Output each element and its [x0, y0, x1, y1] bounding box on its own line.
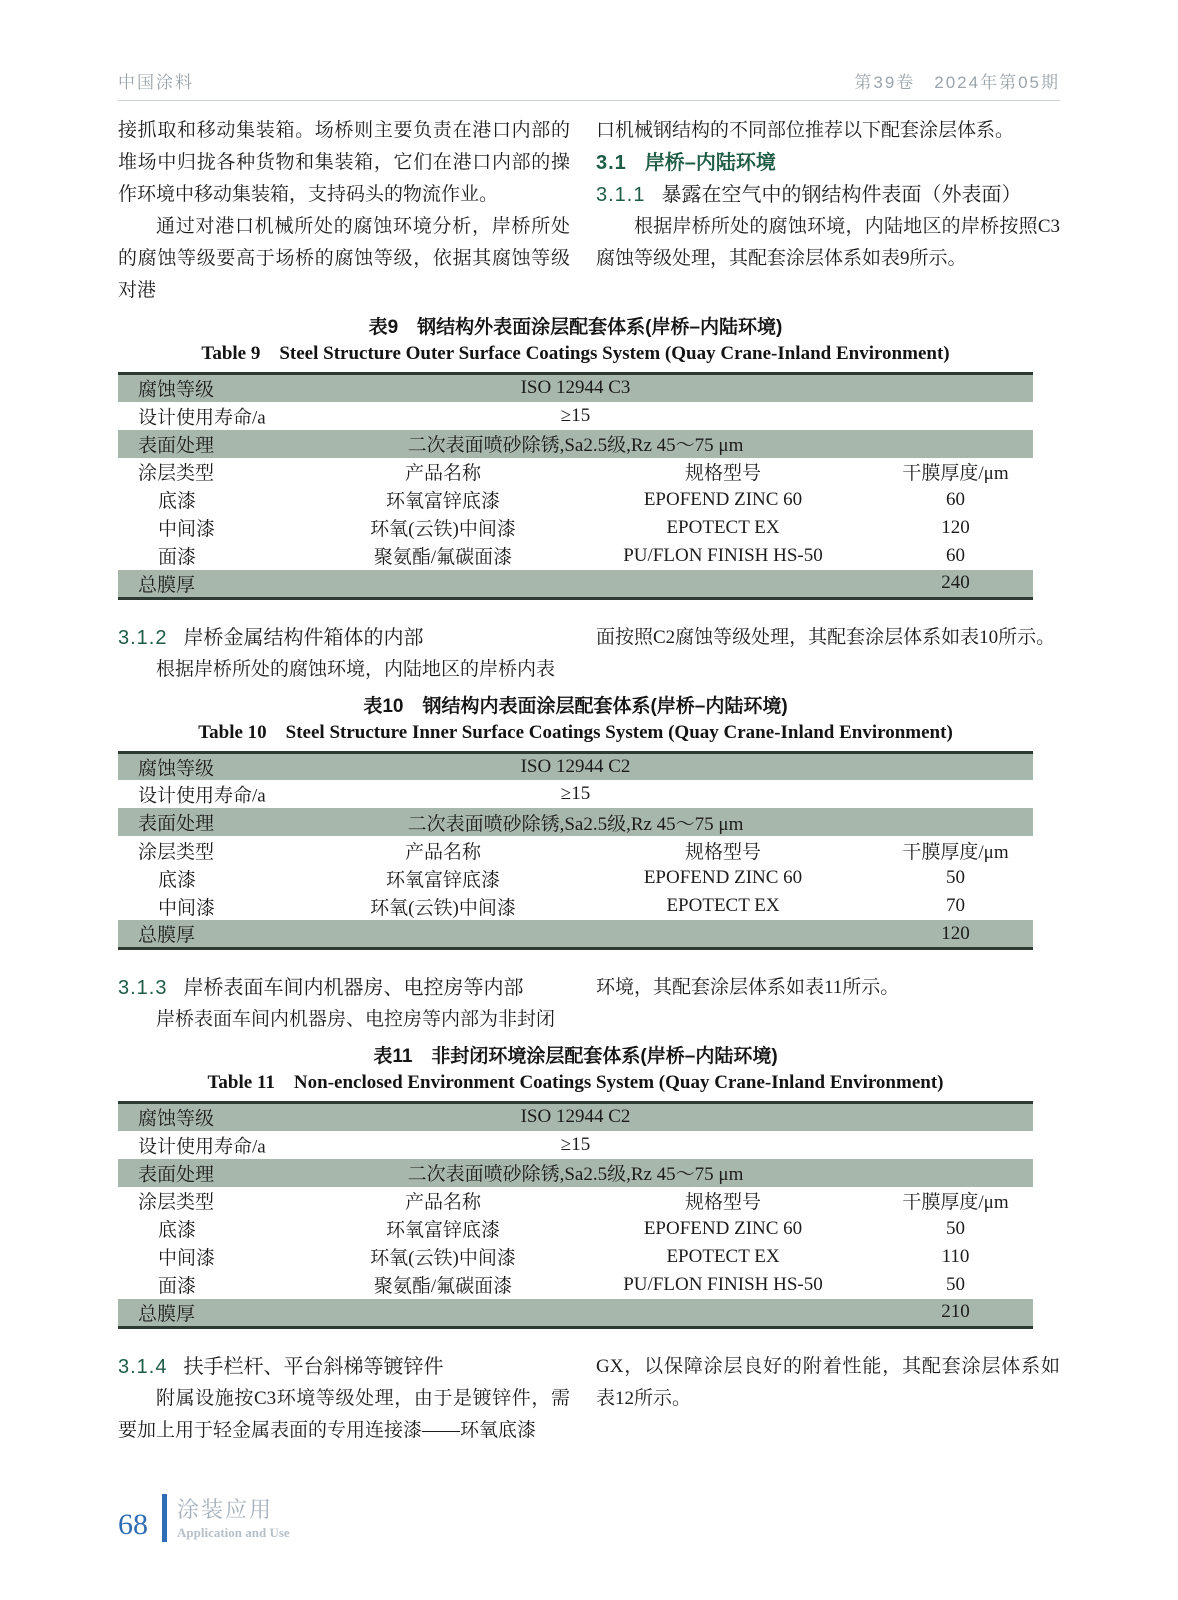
col-header-spec-model: 规格型号	[684, 1192, 761, 1213]
table-row	[118, 1215, 1033, 1243]
layer-type-cell: 面漆	[158, 547, 197, 568]
product-name-cell: 环氧富锌底漆	[385, 491, 500, 512]
section-right-column	[596, 622, 1060, 686]
table-row	[118, 1159, 1033, 1187]
table-total-row	[118, 570, 1033, 599]
layer-type-cell: 面漆	[158, 1276, 197, 1297]
design-life-value: ≥15	[560, 404, 591, 426]
table-row	[118, 1243, 1033, 1271]
product-name-cell: 环氧(云铁)中间漆	[370, 519, 516, 540]
product-name-cell: 聚氨酯/氟碳面漆	[373, 547, 513, 568]
col-header-dft: 干膜厚度/μm	[902, 1192, 1009, 1213]
paragraph: GX，以保障涂层良好的附着性能，其配套涂层体系如表12所示。	[596, 1355, 1060, 1409]
spec-model-cell: EPOTECT EX	[666, 516, 780, 538]
dft-cell: 50	[946, 1217, 965, 1239]
page-footer	[118, 1494, 290, 1542]
table11	[118, 1101, 1033, 1329]
total-thickness-value: 120	[878, 920, 1033, 949]
product-name-cell: 环氧富锌底漆	[385, 869, 500, 891]
paragraph: 通过对港口机械所处的腐蚀环境分析，岸桥所处的腐蚀等级要高于场桥的腐蚀等级，依据其腐蚀等级对港	[118, 216, 570, 301]
table-row	[118, 1271, 1033, 1299]
corrosion-grade-label: 腐蚀等级	[138, 1108, 215, 1130]
section-3-1-2	[118, 622, 1060, 686]
total-thickness-label: 总膜厚	[118, 570, 318, 599]
col-header-layer-type: 涂层类型	[138, 1192, 215, 1213]
product-name-cell: 环氧(云铁)中间漆	[370, 1248, 516, 1269]
corrosion-grade-value: ISO 12944 C3	[520, 377, 631, 399]
dft-cell: 60	[946, 488, 965, 510]
surface-prep-label: 表面处理	[138, 1164, 215, 1185]
design-life-label: 设计使用寿命/a	[138, 785, 266, 807]
layer-type-cell: 底漆	[158, 491, 197, 512]
section-title: 岸桥金属结构件箱体的内部	[183, 626, 424, 649]
table-row	[118, 402, 1033, 430]
total-thickness-value: 240	[878, 570, 1033, 599]
table-header-row	[118, 836, 1033, 864]
section-left-column	[118, 972, 570, 1036]
section-number: 3.1.1	[596, 184, 646, 206]
paragraph: 附属设施按C3环境等级处理，由于是镀锌件，需要加上用于轻金属表面的专用连接漆——环氧底漆	[118, 1387, 570, 1441]
section-title: 岸桥–内陆环境	[644, 152, 776, 174]
spec-model-cell: EPOTECT EX	[666, 895, 780, 916]
total-thickness-label: 总膜厚	[118, 1299, 318, 1328]
section-right-column	[596, 1351, 1060, 1447]
section-number: 3.1	[596, 152, 627, 174]
design-life-label: 设计使用寿命/a	[138, 407, 266, 428]
section-title: 暴露在空气中的钢结构件表面（外表面）	[661, 184, 1022, 206]
spec-model-cell: EPOFEND ZINC 60	[643, 1217, 803, 1239]
table-total-row	[118, 920, 1033, 949]
total-thickness-value: 210	[878, 1299, 1033, 1328]
section-heading-3-1-2	[118, 622, 570, 654]
section-3-1-3	[118, 972, 1060, 1036]
table-row	[118, 374, 1033, 402]
dft-cell: 70	[946, 895, 965, 916]
col-header-spec-model: 规格型号	[684, 841, 761, 863]
col-header-dft: 干膜厚度/μm	[902, 463, 1009, 484]
section-left-column	[118, 622, 570, 686]
surface-prep-value: 二次表面喷砂除锈,Sa2.5级,Rz 45～75 μm	[407, 813, 744, 835]
spec-model-cell: EPOFEND ZINC 60	[643, 488, 803, 510]
spec-model-cell: EPOFEND ZINC 60	[643, 867, 803, 888]
table-total-row	[118, 1299, 1033, 1328]
table9-caption-en: Table 9 Steel Structure Outer Surface Coatings System (Quay Crane-Inland Environment)	[201, 343, 950, 364]
layer-type-cell: 中间漆	[158, 1248, 216, 1269]
corrosion-grade-label: 腐蚀等级	[138, 758, 215, 780]
layer-type-cell: 底漆	[158, 1220, 197, 1241]
section-heading-3-1-3	[118, 972, 570, 1004]
table-row	[118, 864, 1033, 892]
footer-divider-bar	[162, 1494, 167, 1542]
intro-left-column	[118, 115, 570, 307]
table-row	[118, 1103, 1033, 1131]
section-heading-3-1-4	[118, 1351, 570, 1383]
table9-caption-zh: 表9 钢结构外表面涂层配套体系(岸桥–内陆环境)	[368, 317, 783, 338]
section-right-column	[596, 972, 1060, 1036]
table-row	[118, 808, 1033, 836]
corrosion-grade-value: ISO 12944 C2	[520, 1106, 631, 1128]
surface-prep-value: 二次表面喷砂除锈,Sa2.5级,Rz 45～75 μm	[407, 1164, 744, 1185]
table-row	[118, 780, 1033, 808]
intro-columns	[118, 115, 1060, 307]
dft-cell: 50	[946, 867, 965, 888]
section-heading-3-1-1	[596, 179, 1060, 211]
section-heading-3-1	[596, 147, 1060, 179]
layer-type-cell: 中间漆	[158, 897, 216, 919]
page-number: 68	[118, 1508, 148, 1541]
intro-right-column	[596, 115, 1060, 307]
spec-model-cell: PU/FLON FINISH HS-50	[623, 544, 823, 566]
paragraph: 环境，其配套涂层体系如表11所示。	[596, 977, 900, 998]
col-header-spec-model: 规格型号	[684, 463, 761, 484]
section-number: 3.1.4	[118, 1355, 168, 1378]
col-header-product-name: 产品名称	[404, 841, 481, 863]
col-header-product-name: 产品名称	[404, 1192, 481, 1213]
paragraph: 接抓取和移动集装箱。场桥则主要负责在港口内部的堆场中归拢各种货物和集装箱，它们在港口内部的操作环境中移动集装箱，支持码头的物流作业。	[118, 120, 570, 205]
paragraph: 面按照C2腐蚀等级处理，其配套涂层体系如表10所示。	[596, 626, 1056, 648]
table9-block	[118, 315, 1033, 600]
footer-column-names	[177, 1496, 290, 1541]
design-life-value: ≥15	[560, 783, 591, 804]
spec-model-cell: PU/FLON FINISH HS-50	[623, 1273, 823, 1295]
paragraph: 根据岸桥所处的腐蚀环境，内陆地区的岸桥内表	[156, 658, 556, 680]
col-header-dft: 干膜厚度/μm	[902, 841, 1009, 863]
corrosion-grade-value: ISO 12944 C2	[520, 755, 631, 777]
total-thickness-label: 总膜厚	[118, 920, 318, 949]
design-life-value: ≥15	[560, 1133, 591, 1155]
table-row	[118, 542, 1033, 570]
column-name-en: Application and Use	[177, 1524, 290, 1540]
section-title: 扶手栏杆、平台斜梯等镀锌件	[183, 1355, 444, 1378]
table10-caption-en: Table 10 Steel Structure Inner Surface Coatings System (Quay Crane-Inland Environment)	[198, 721, 953, 743]
product-name-cell: 聚氨酯/氟碳面漆	[373, 1276, 513, 1297]
table-row	[118, 514, 1033, 542]
surface-prep-value: 二次表面喷砂除锈,Sa2.5级,Rz 45～75 μm	[407, 435, 744, 456]
section-title: 岸桥表面车间内机器房、电控房等内部	[183, 977, 524, 999]
table-header-row	[118, 458, 1033, 486]
product-name-cell: 环氧(云铁)中间漆	[370, 897, 516, 919]
journal-name: 中国涂料	[118, 73, 194, 92]
surface-prep-label: 表面处理	[138, 813, 215, 835]
col-header-product-name: 产品名称	[404, 463, 481, 484]
section-number: 3.1.3	[118, 977, 168, 999]
layer-type-cell: 中间漆	[158, 519, 216, 540]
col-header-layer-type: 涂层类型	[138, 463, 215, 484]
col-header-layer-type: 涂层类型	[138, 841, 215, 863]
table11-caption-zh: 表11 非封闭环境涂层配套体系(岸桥–内陆环境)	[373, 1046, 778, 1067]
table-row	[118, 486, 1033, 514]
table-row	[118, 430, 1033, 458]
table9	[118, 372, 1033, 600]
section-left-column	[118, 1351, 570, 1447]
table10	[118, 751, 1033, 951]
table-row	[118, 892, 1033, 920]
table10-block	[118, 694, 1033, 951]
issue-info: 第39卷 2024年第05期	[854, 73, 1060, 92]
table11-block	[118, 1044, 1033, 1329]
product-name-cell: 环氧富锌底漆	[385, 1220, 500, 1241]
table-row	[118, 1131, 1033, 1159]
design-life-label: 设计使用寿命/a	[138, 1136, 266, 1157]
paragraph: 岸桥表面车间内机器房、电控房等内部为非封闭	[156, 1009, 556, 1030]
dft-cell: 60	[946, 544, 965, 566]
table10-caption-zh: 表10 钢结构内表面涂层配套体系(岸桥–内陆环境)	[363, 695, 788, 717]
corrosion-grade-label: 腐蚀等级	[138, 379, 215, 401]
dft-cell: 110	[941, 1245, 970, 1267]
section-number: 3.1.2	[118, 626, 168, 649]
paragraph: 根据岸桥所处的腐蚀环境，内陆地区的岸桥按照C3腐蚀等级处理，其配套涂层体系如表9所示。	[596, 216, 1060, 269]
surface-prep-label: 表面处理	[138, 435, 215, 456]
table-header-row	[118, 1187, 1033, 1215]
column-name-zh: 涂装应用	[177, 1496, 274, 1522]
layer-type-cell: 底漆	[158, 869, 197, 891]
spec-model-cell: EPOTECT EX	[666, 1245, 780, 1267]
running-head	[118, 68, 1060, 101]
dft-cell: 120	[941, 516, 970, 538]
section-3-1-4	[118, 1351, 1060, 1447]
paragraph: 口机械钢结构的不同部位推荐以下配套涂层体系。	[596, 120, 1015, 141]
table-row	[118, 752, 1033, 780]
dft-cell: 50	[946, 1273, 965, 1295]
table11-caption-en: Table 11 Non-enclosed Environment Coatings System (Quay Crane-Inland Environment)	[207, 1072, 944, 1093]
